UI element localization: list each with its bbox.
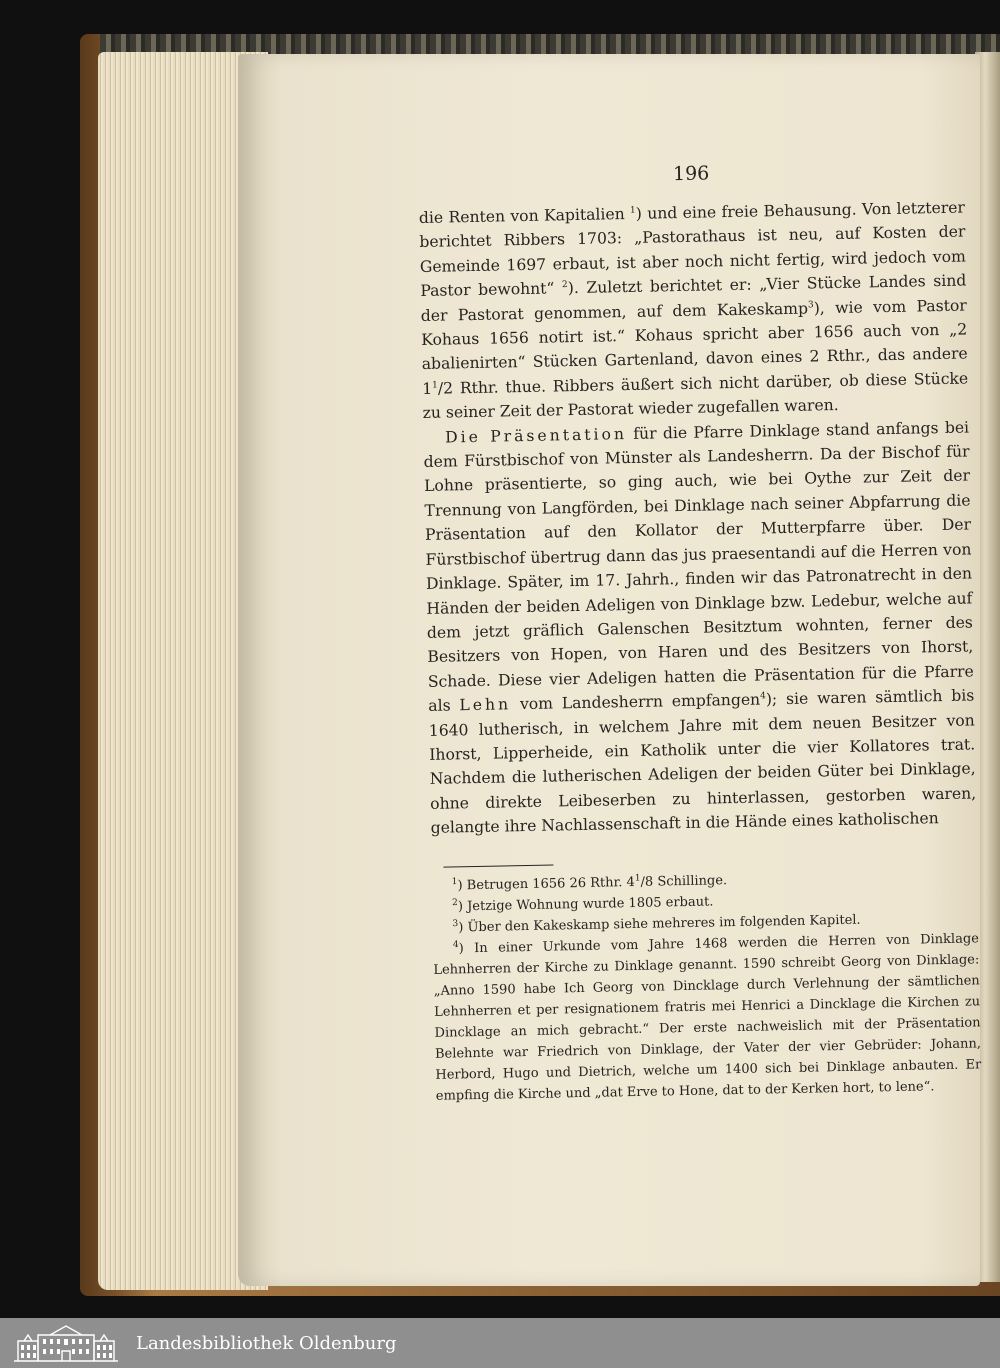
footnote	[433, 928, 982, 1106]
text-run: für die Pfarre Dinklage stand anfangs bei dem Fürstbischof von Münster als Landesherrn. Da der Bischof für Lohne präsentierte, so ging auch, wie bei Oythe zur Zeit der Trennung von Langförden, bei Dinklage nach seiner Abpfarrung die Präsentation auf den Kollator der Mutterpfarre über. Der Fürstbischof übertrug dann das jus praesentandi auf die Herren von Dinklage. Später, im 17. Jahrh., finden wir das Patronatrecht in den Händen der beiden Adeligen von Dinklage bzw. Ledebur, welche auf dem jetzt gräflich Galenschen Besitztum wohnten, ferner des Besitzers von Hopen, von Haren und des Besitzers von Ihorst, Schade. Diese vier Adeligen hatten die Präsentation für die Pfarre als	[423, 418, 974, 716]
text-run: ) Über den Kakeskamp siehe mehreres im folgenden Kapitel.	[458, 912, 861, 935]
emphasized-text: Die Präsentation	[444, 424, 628, 447]
footnote-marker: 1	[432, 380, 438, 391]
text-run: /8 Schillinge.	[640, 872, 728, 890]
library-footer-bar	[0, 1318, 1000, 1368]
book-page	[238, 54, 980, 1286]
footnote-marker: 3	[807, 299, 814, 310]
text-run: ); sie waren sämtlich bis 1640 lutherisch, in welchem Jahre mit dem neuen Besitzer von Ihorst, Lipperheide, ein Katholik unter die vier Kollatores trat. Nachdem die lutherischen Adeligen der beiden Güter bei Dinklage, ohne direkte Leibeserben zu hinterlassen, gestorben waren, gelangte ihre Nachlassenschaft in die Hände eines katholischen	[428, 686, 977, 838]
text-run: ) Betrugen 1656 26 Rthr. 4	[457, 874, 636, 893]
emphasized-text: Lehn	[459, 695, 512, 715]
footnote-marker: 3	[452, 918, 459, 929]
text-run: ) In einer Urkunde vom Jahre 1468 werden die Herren von Dinklage Lehnherren der Kirche zu Dinklage genannt. 1590 schreibt Georg von Dinklage: „Anno 1590 habe Ich Georg von Dincklage durch Verlehnung der sämtlichen Lehnherren et per resignationem fratris mei Henrici a Dincklage die Kirchen zu Dincklage an mich gebracht.“ Der erste nachweislich mit der Präsentation Belehnte war Friedrich von Dinklage, der Vater der vier Gebrüder: Johann, Herbord, Hugo und Dietrich, welche um 1400 sich bei Dinklage anbauten. Er empfing die Kirche und „dat Erve to Hone, dat to der Kerken hort, to lene“.	[433, 930, 982, 1104]
body-text	[419, 196, 977, 841]
footnote-marker: 1	[629, 205, 636, 216]
text-run: ) Jetzige Wohnung wurde 1805 erbaut.	[457, 894, 714, 914]
paragraph	[423, 415, 977, 840]
text-run: ) und eine freie Behausung. Von letzterer berichtet Ribbers 1703: „Pastorathaus ist neu, auf Kosten der Gemeinde 1697 erbaut, ist aber noch nicht fertig, wird jedoch vom Pastor bewohnt“	[419, 198, 966, 301]
text-run: ). Zuletzt berichtet er: „Vier Stücke Landes sind der Pastorat genommen, auf dem Kakeskamp	[420, 271, 967, 325]
footnote-marker: 4	[452, 939, 459, 950]
footnote-marker: 1	[634, 873, 641, 884]
text-run: /2 Rthr. thue. Ribbers äußert sich nicht darüber, ob diese Stücke zu seiner Zeit der Pastorat wieder zugefallen waren.	[422, 369, 969, 423]
footnote-marker: 4	[759, 691, 766, 702]
library-name: Landesbibliothek Oldenburg	[136, 1332, 397, 1354]
footnote-marker: 2	[452, 897, 458, 908]
library-building-icon	[10, 1323, 122, 1363]
text-run: die Renten von Kapitalien	[418, 204, 631, 227]
footnote-marker: 2	[561, 280, 568, 291]
paragraph	[419, 196, 969, 426]
text-run: ), wie vom Pastor Kohaus 1656 notirt ist.“ Kohaus spricht aber 1656 auch von „2 abalienirten“ Stücken Gartenland, davon eines 2 Rthr., das andere 1	[421, 296, 968, 398]
page-number: 196	[672, 162, 710, 186]
footnote-marker: 1	[451, 876, 458, 887]
page-text-block	[418, 158, 982, 1107]
footnotes	[432, 865, 982, 1106]
footnote-divider	[443, 864, 553, 867]
text-run: vom Landesherrn empfangen	[510, 690, 761, 714]
